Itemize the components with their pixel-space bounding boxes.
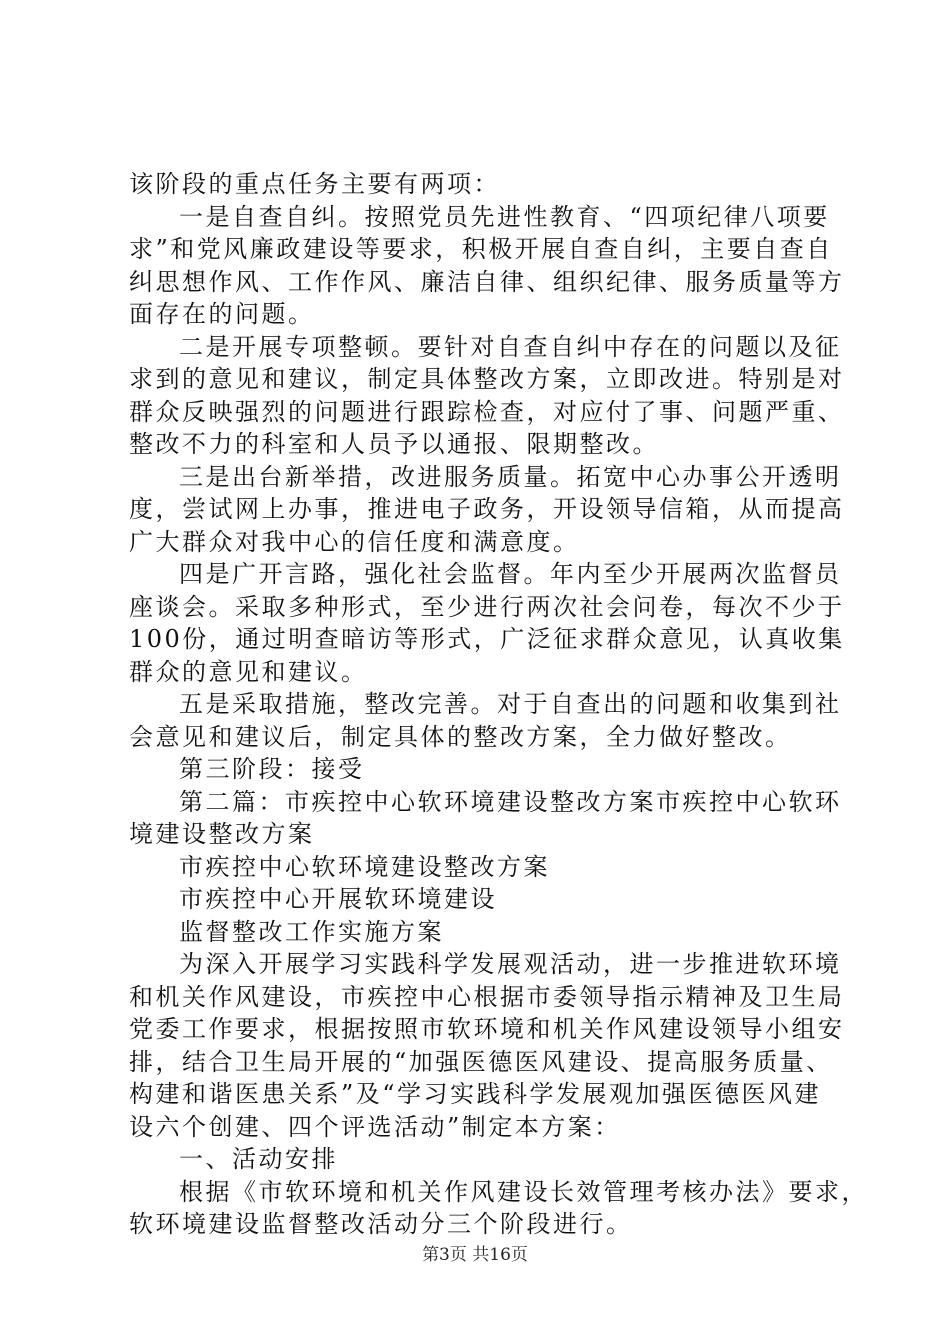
text-line: 市疾控中心开展软环境建设 [179, 885, 497, 913]
text-line: 为深入开展学习实践科学发展观活动，进一步推进软环境 [179, 950, 842, 978]
text-line: 根据《市软环境和机关作风建设长效管理考核办法》要求， [179, 1177, 868, 1206]
page-number: 第3页 共16页 [422, 1245, 528, 1265]
text-line: 纠思想作风、工作作风、廉洁自律、组织纪律、服务质量等方 [129, 267, 845, 296]
text-line: 软环境建设监督整改活动分三个阶段进行。 [129, 1210, 633, 1238]
text-line: 群众反映强烈的问题进行跟踪检查，对应付了事、问题严重、 [129, 397, 845, 426]
text-line: 整改不力的科室和人员予以通报、限期整改。 [129, 430, 659, 458]
text-line: 设六个创建、四个评选活动”制定本方案： [129, 1112, 621, 1141]
text-line: 排，结合卫生局开展的“加强医德医风建设、提高服务质量、 [129, 1047, 833, 1076]
text-line: 会意见和建议后，制定具体的整改方案，全力做好整改。 [129, 722, 792, 751]
text-line: 境建设整改方案 [129, 820, 315, 848]
document-body [129, 168, 868, 1241]
text-line: 一是自查自纠。按照党员先进性教育、“四项纪律八项要 [179, 202, 830, 231]
text-line: 度，尝试网上办事，推进电子政务，开设领导信箱，从而提高 [129, 495, 845, 523]
text-line: 该阶段的重点任务主要有两项： [129, 170, 500, 198]
text-line: 市疾控中心软环境建设整改方案 [179, 852, 550, 881]
text-line: 党委工作要求，根据按照市软环境和机关作风建设领导小组安 [129, 1015, 845, 1043]
text-line: 100份，通过明查暗访等形式，广泛征求群众意见，认真收集 [129, 625, 845, 653]
text-line: 五是采取措施，整改完善。对于自查出的问题和收集到社 [179, 690, 842, 718]
text-line: 求到的意见和建议，制定具体整改方案，立即改进。特别是对 [129, 365, 845, 393]
text-line: 二是开展专项整顿。要针对自查自纠中存在的问题以及征 [179, 332, 842, 361]
text-line: 四是广开言路，强化社会监督。年内至少开展两次监督员 [179, 560, 842, 588]
text-line: 广大群众对我中心的信任度和满意度。 [129, 527, 580, 556]
text-line: 第三阶段：接受 [179, 755, 365, 783]
text-line: 一、活动安排 [179, 1145, 338, 1173]
text-line: 监督整改工作实施方案 [179, 917, 444, 946]
text-line: 面存在的问题。 [129, 300, 315, 328]
text-line: 群众的意见和建议。 [129, 657, 368, 686]
text-line: 座谈会。采取多种形式，至少进行两次社会问卷，每次不少于 [129, 592, 845, 621]
text-line: 求”和党风廉政建设等要求，积极开展自查自纠，主要自查自 [129, 235, 833, 263]
text-line: 和机关作风建设，市疾控中心根据市委领导指示精神及卫生局 [129, 982, 845, 1011]
text-line: 三是出台新举措，改进服务质量。拓宽中心办事公开透明 [179, 462, 842, 491]
text-line: 第二篇：市疾控中心软环境建设整改方案市疾控中心软环 [179, 787, 842, 816]
text-line: 构建和谐医患关系”及“学习实践科学发展观加强医德医风建 [129, 1080, 822, 1108]
